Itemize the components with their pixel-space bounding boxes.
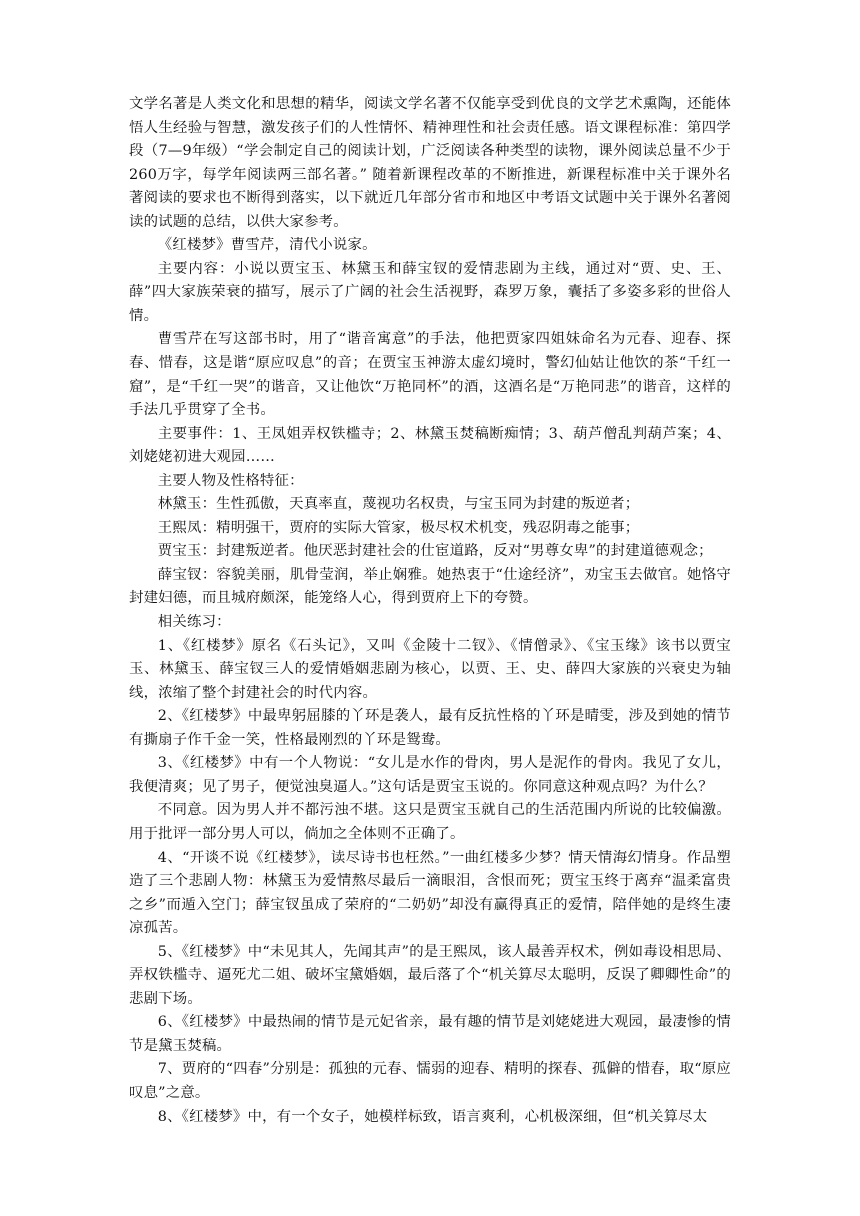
paragraph: 1、《红楼梦》原名《石头记》，又叫《金陵十二钗》、《情僧录》、《宝玉缘》该书以贾宝玉、林黛玉、薛宝钗三人的爱情婚姻悲剧为核心，以贾、王、史、薛四大家族的兴衰史为轴线，浓缩了整个封建社会的时代内容。 (129, 637, 731, 701)
document-body (129, 93, 731, 1129)
paragraph: 相关练习： (157, 614, 231, 631)
paragraph: 3、《红楼梦》中有一个人物说：“女儿是水作的骨肉，男人是泥作的骨肉。我见了女儿，我便清爽；见了男子，便觉浊臭逼人。”这句话是贾宝玉说的。你同意这种观点吗？为什么？ (129, 755, 731, 795)
paragraph: 林黛玉：生性孤傲，天真率直，蔑视功名权贵，与宝玉同为封建的叛逆者； (157, 496, 640, 513)
paragraph: 曹雪芹在写这部书时，用了“谐音寓意”的手法，他把贾家四姐妹命名为元春、迎春、探春、惜春，这是谐“原应叹息”的音；在贾宝玉神游太虚幻境时，警幻仙姑让他饮的茶“千红一窟”，是“千红一哭”的谐音，又让他饮“万艳同杯”的酒，这酒名是“万艳同悲”的谐音，这样的手法几乎贯穿了全书。 (129, 331, 731, 419)
paragraph: 主要事件：1、王凤姐弄权铁槛寺；2、林黛玉焚稿断痴情；3、葫芦僧乱判葫芦案；4、刘姥姥初进大观园…… (129, 425, 731, 466)
paragraph: 主要内容：小说以贾宝玉、林黛玉和薛宝钗的爱情悲剧为主线，通过对“贾、史、王、薛”四大家族荣衰的描写，展示了广阔的社会生活视野，森罗万象，囊括了多姿多彩的世俗人情。 (129, 260, 731, 324)
intro-paragraph: 文学名著是人类文化和思想的精华，阅读文学名著不仅能享受到优良的文学艺术熏陶，还能体悟人生经验与智慧，激发孩子们的人性情怀、精神理性和社会责任感。语文课程标准：第四学段（7—9年级）“学会制定自己的阅读计划，广泛阅读各种类型的读物，课外阅读总量不少于260万字，每学年阅读两三部名著。” 随着新课程改革的不断推进，新课程标准中关于课外名著阅读的要求也不断得到落实，以下就近几年部分省市和地区中考语文试题中关于课外名著阅读的试题的总结，以供大家参考。 (129, 96, 731, 230)
paragraph: 薛宝钗：容貌美丽，肌骨莹润，举止娴雅。她热衷于“仕途经济”，劝宝玉去做官。她恪守封建妇德，而且城府颇深，能笼络人心，得到贾府上下的夸赞。 (129, 566, 731, 607)
paragraph: 不同意。因为男人并不都污浊不堪。这只是贾宝玉就自己的生活范围内所说的比较偏激。用于批评一部分男人可以，倘加之全体则不正确了。 (129, 802, 731, 842)
paragraph: 5、《红楼梦》中“未见其人，先闻其声”的是王熙凤，该人最善弄权术，例如毒设相思局、弄权铁槛寺、逼死尤二姐、破坏宝黛婚姻，最后落了个“机关算尽太聪明，反误了卿卿性命”的悲剧下场。 (129, 943, 731, 1007)
paragraph: 贾宝玉：封建叛逆者。他厌恶封建社会的仕宦道路，反对“男尊女卑”的封建道德观念； (157, 543, 713, 560)
paragraph: 4、“开谈不说《红楼梦》，读尽诗书也枉然。”一曲红楼多少梦？情天情海幻情身。作品塑造了三个悲剧人物：林黛玉为爱情熬尽最后一滴眼泪，含恨而死；贾宝玉终于离弃“温柔富贵之乡”而遁入空门；薛宝钗虽成了荣府的“二奶奶”却没有赢得真正的爱情，陪伴她的是终生凄凉孤苦。 (129, 849, 731, 937)
paragraph: 8、《红楼梦》中，有一个女子，她模样标致，语言爽利，心机极深细，但“机关算尽太 (157, 1108, 708, 1125)
paragraph: 6、《红楼梦》中最热闹的情节是元妃省亲，最有趣的情节是刘姥姥进大观园，最凄惨的情节是黛玉焚稿。 (129, 1014, 731, 1054)
paragraph: 《红楼梦》曹雪芹，清代小说家。 (157, 237, 377, 254)
paragraph: 王熙凤：精明强干，贾府的实际大管家，极尽权术机变，残忍阴毒之能事； (157, 519, 640, 536)
paragraph: 7、贾府的“四春”分别是：孤独的元春、懦弱的迎春、精明的探春、孤僻的惜春，取“原应叹息”之意。 (129, 1061, 731, 1101)
paragraph: 主要人物及性格特征： (157, 472, 304, 489)
paragraph: 2、《红楼梦》中最卑躬屈膝的丫环是袭人，最有反抗性格的丫环是晴雯，涉及到她的情节有撕扇子作千金一笑，性格最刚烈的丫环是鸳鸯。 (129, 708, 731, 748)
